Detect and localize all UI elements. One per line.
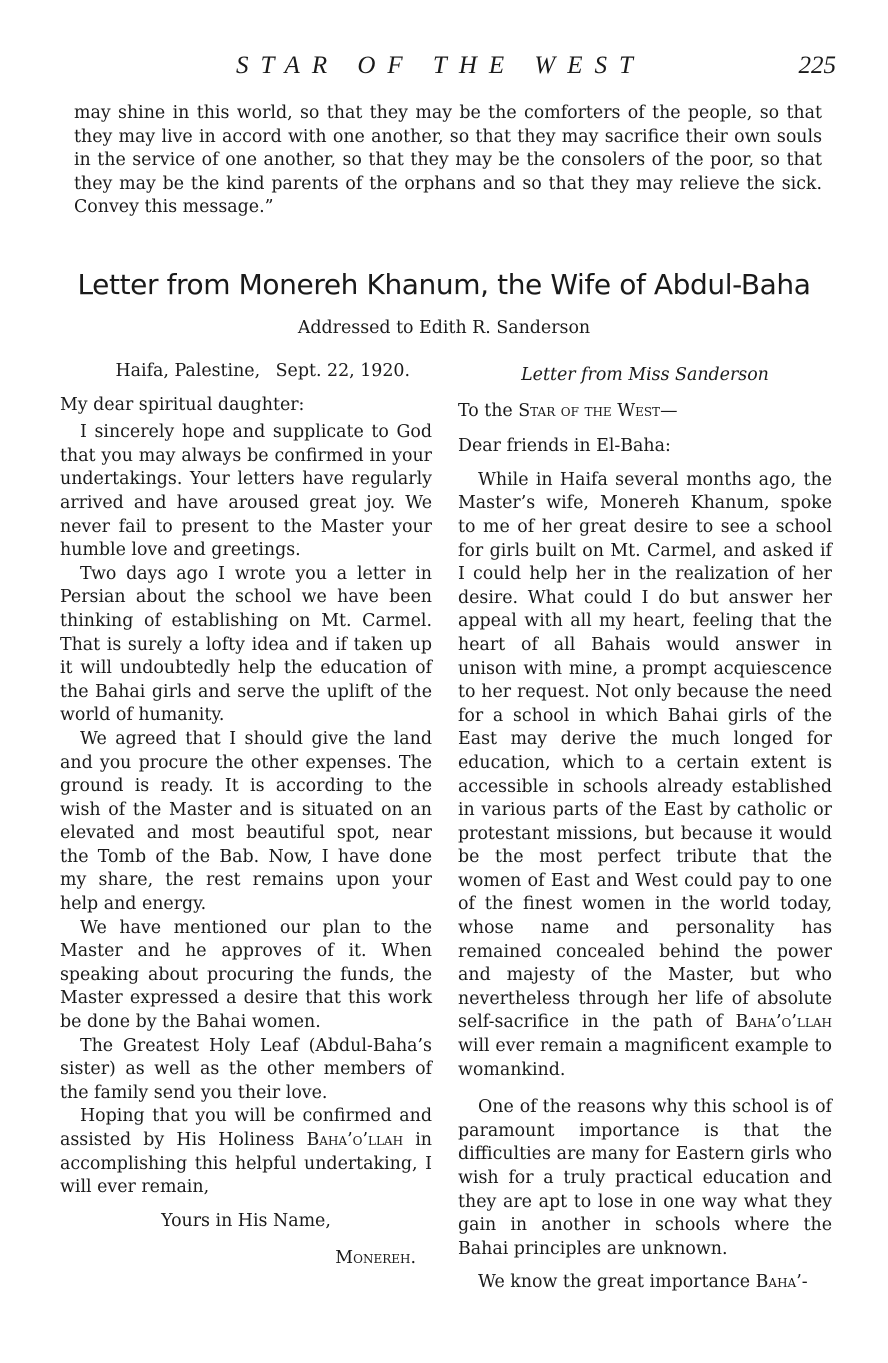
article-title: Letter from Monereh Khanum, the Wife of Abdul-Baha [77, 268, 811, 301]
letter-closing: Yours in His Name, [161, 1210, 331, 1231]
right-letter-heading: Letter from Miss Sanderson [521, 365, 769, 385]
letter-paragraph: Two days ago I wrote you a letter in Persian about the school we have been thinking of establishing on Mt. Carmel. That is surely a lofty idea and if taken up it will undoubtedly help the education of the Bahai girls and serve the uplift of the world of humanity. [60, 563, 432, 726]
right-letter-paragraph [458, 1271, 832, 1295]
letter-paragraph-final [60, 1105, 432, 1199]
text-run: Hoping that you will be confirmed and assisted by His Holiness [60, 1106, 432, 1150]
intro-paragraph: may shine in this world, so that they may be the comforters of the people, so that they may live in accord with one another, so that they may sacrifice their own souls in the service of one another, so that they may be the consolers of the poor, so that they may be the kind parents of the orphans and so that they may relieve the sick. Convey this message.” [74, 103, 822, 218]
text-run: To the [458, 400, 519, 421]
running-title: STAR OF THE WEST [236, 52, 645, 79]
name-small-caps: Baha’o’llah [735, 1012, 832, 1033]
right-letter-paragraph: One of the reasons why this school is of paramount importance is that the difficulties are many for Eastern girls who wish for a truly practical education and they are apt to lose in one way what they gain in another in schools where the Bahai principles are unknown. [458, 1097, 832, 1259]
right-column-letter [458, 360, 832, 1295]
name-small-caps: Baha’o’llah [306, 1130, 404, 1150]
text-run: — [660, 400, 678, 421]
left-column-letter [60, 360, 432, 1271]
text-run: in accomplishing this helpful undertaking, I will ever remain, [60, 1130, 432, 1198]
text-run: We know the great importance [478, 1272, 756, 1293]
publication-name: Star of the West [518, 400, 661, 421]
article-subtitle: Addressed to Edith R. Sanderson [297, 318, 591, 338]
letter-signature: Monereh. [335, 1248, 416, 1269]
letter-place: Haifa, Palestine, [115, 361, 261, 381]
text-run: While in Haifa several months ago, the Master’s wife, Monereh Khanum, spoke to me of her great desire to see a school for girls built on Mt. Carmel, and asked if I could help her in the realization of her desire. What could I do but answer her appeal with all my heart, feeling that the heart of all Bahais would answer in unison with mine, a prompt acquiescence to her request. Not only because the need for a school in which Bahai girls of the East may derive the much longed for education, which to a certain extent is accessible in schools already established in various parts of the East by catholic or protestant missions, but because it would be the most perfect tribute that the women of East and West could pay to one of the finest women in the world today, whose name and personality has remained concealed behind the power and majesty of the Master, but who nevertheless through her life of absolute self-sacrifice in the path of [458, 469, 832, 1033]
letter-paragraph: The Greatest Holy Leaf (Abdul-Baha’s sister) as well as the other members of the family send you their love. [60, 1035, 432, 1103]
letter-date: Sept. 22, 1920. [275, 361, 410, 381]
right-letter-paragraph [458, 469, 832, 1082]
letter-paragraph: We agreed that I should give the land and you procure the other expenses. The ground is ready. It is according to the wish of the Master and is situated on an elevated and most beautiful spot, near the Tomb of the Bab. Now, I have done my share, the rest remains upon your help and energy. [60, 728, 432, 915]
letter-salutation: My dear spiritual daughter: [60, 394, 305, 415]
letter-place-date [60, 360, 410, 384]
letter-paragraph: I sincerely hope and supplicate to God that you may always be confirmed in your undertakings. Your letters have regularly arrived and have aroused great joy. We never fail to present to the Master your humble love and greetings. [60, 422, 432, 561]
letter-paragraph: We have mentioned our plan to the Master and he approves of it. When speaking about procuring the funds, the Master expressed a desire that this work be done by the Bahai women. [60, 917, 432, 1033]
running-header [0, 52, 888, 86]
name-small-caps: Baha’- [755, 1272, 808, 1293]
page-number: 225 [798, 52, 836, 79]
text-run: will ever remain a magnificent example to womankind. [458, 1036, 832, 1080]
right-letter-addressee [458, 400, 832, 424]
right-letter-salutation: Dear friends in El-Baha: [458, 436, 671, 457]
